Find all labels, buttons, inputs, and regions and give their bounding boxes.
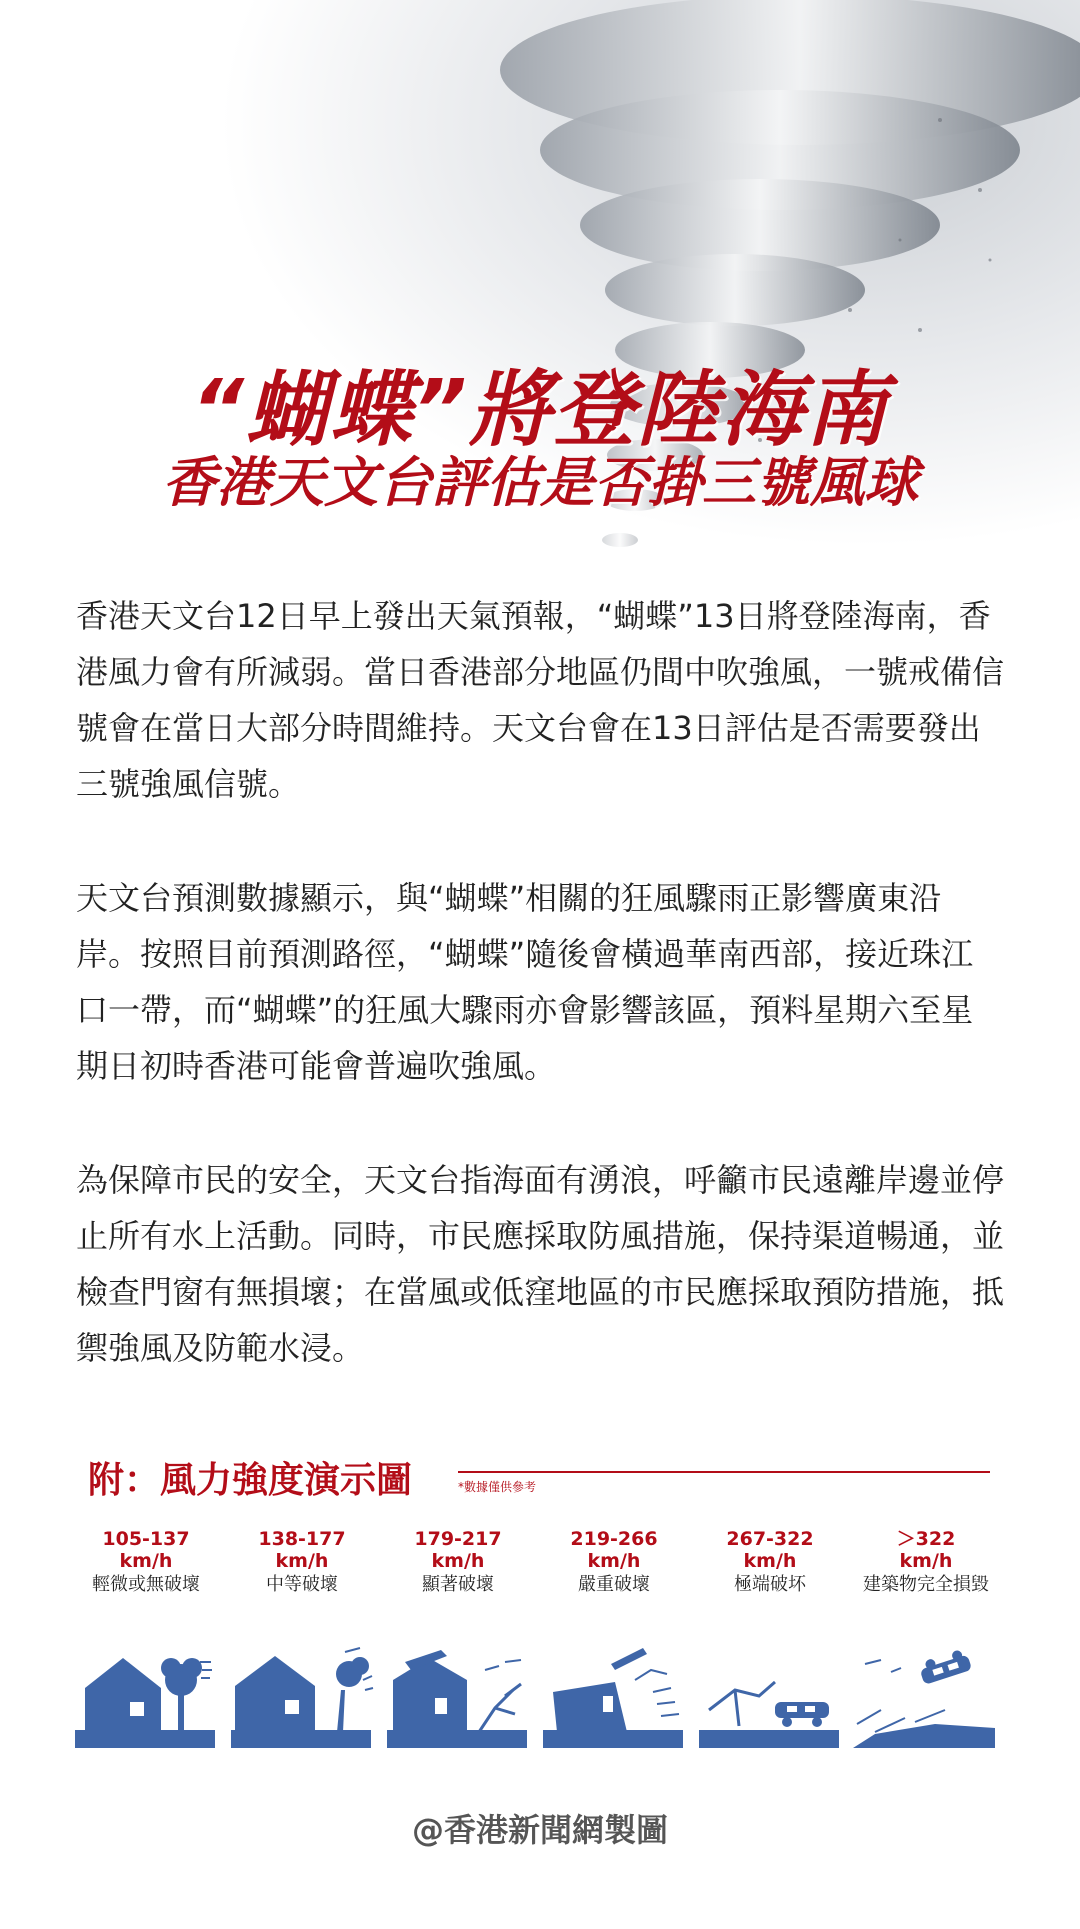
wind-speed: 105-137 <box>102 1528 190 1550</box>
debris-overturned-car-icon <box>699 1682 839 1748</box>
wind-unit: km/h <box>587 1550 641 1572</box>
wind-level <box>380 1528 536 1628</box>
damage-description: 建築物完全損毀 <box>863 1574 989 1595</box>
house-tree-bending-icon <box>231 1648 373 1748</box>
article-paragraph: 香港天文台12日早上發出天氣預報，“蝴蝶”13日將登陸海南，香港風力會有所減弱。當日香港部分地區仍間中吹強風，一號戒備信號會在當日大部分時間維持。天文台會在13日評估是否需要發出三號強風信號。 <box>76 597 1005 803</box>
wind-level <box>692 1528 848 1628</box>
credit-text: @香港新聞網製圖 <box>411 1811 668 1849</box>
wind-speed: 219-266 <box>570 1528 658 1550</box>
wind-speed: 138-177 <box>258 1528 346 1550</box>
wind-levels <box>68 1528 1008 1628</box>
damage-description: 嚴重破壞 <box>578 1574 650 1595</box>
appendix-note: *數據僅供參考 <box>458 1480 537 1494</box>
wind-level <box>68 1528 224 1628</box>
wind-unit: km/h <box>743 1550 797 1572</box>
wind-unit: km/h <box>899 1550 953 1572</box>
house-roof-damage-icon <box>387 1650 527 1748</box>
appendix-title: 附：風力強度演示圖 <box>88 1460 413 1501</box>
wind-level <box>848 1528 1004 1628</box>
wind-unit: km/h <box>275 1550 329 1572</box>
damage-description: 中等破壞 <box>266 1574 338 1595</box>
appendix-divider <box>458 1471 990 1473</box>
wind-speed: ＞322 <box>896 1528 956 1550</box>
wind-unit: km/h <box>431 1550 485 1572</box>
headline: “蝴蝶”將登陸海南 <box>191 363 889 458</box>
total-destruction-icon <box>853 1648 995 1748</box>
wind-speed: 267-322 <box>726 1528 814 1550</box>
damage-scenes <box>75 1640 995 1750</box>
wind-level <box>536 1528 692 1628</box>
damage-description: 極端破坏 <box>734 1574 806 1595</box>
article-paragraph: 天文台預測數據顯示，與“蝴蝶”相關的狂風驟雨正影響廣東沿岸。按照目前預測路徑，“蝴蝶”隨後會橫過華南西部，接近珠江口一帶，而“蝴蝶”的狂風大驟雨亦會影響該區，預料星期六至星期日初時香港可能會普遍吹強風。 <box>76 879 974 1085</box>
article-paragraph: 為保障市民的安全，天文台指海面有湧浪，呼籲市民遠離岸邊並停止所有水上活動。同時，市民應採取防風措施，保持渠道暢通，並檢查門窗有無損壞；在當風或低窪地區的市民應採取預防措施，抵禦強風及防範水浸。 <box>76 1161 1005 1367</box>
house-tree-light-wind-icon <box>75 1658 215 1748</box>
damage-description: 顯著破壞 <box>422 1574 494 1595</box>
wind-speed: 179-217 <box>414 1528 502 1550</box>
subheadline: 香港天文台評估是否掛三號風球 <box>162 451 918 514</box>
wind-unit: km/h <box>119 1550 173 1572</box>
house-collapsing-icon <box>543 1648 683 1748</box>
tornado-illustration <box>380 0 1080 620</box>
damage-description: 輕微或無破壞 <box>92 1574 200 1595</box>
hero-background <box>0 0 1080 620</box>
wind-level <box>224 1528 380 1628</box>
